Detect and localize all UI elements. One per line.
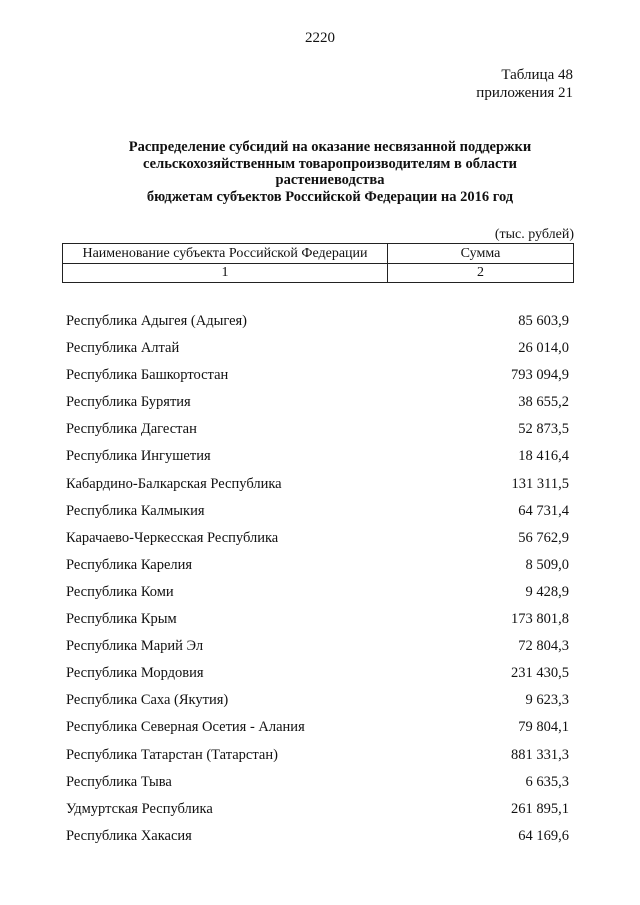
amount-value: 26 014,0 [518,340,569,357]
region-name: Республика Тыва [66,773,172,790]
column-header-sum: Сумма [388,244,574,264]
region-name: Республика Северная Осетия - Алания [66,719,305,736]
column-header-name: Наименование субъекта Российской Федерации [63,244,388,264]
table-row [66,606,569,633]
amount-value: 72 804,3 [518,638,569,655]
amount-value: 18 416,4 [518,448,569,465]
table-row [66,362,569,389]
amount-value: 56 762,9 [518,529,569,546]
table-row [66,714,569,741]
table-row [66,443,569,470]
table-row [66,579,569,606]
amount-value: 79 804,1 [518,719,569,736]
header-row [63,244,574,264]
table-row [66,742,569,769]
region-name: Республика Алтай [66,340,180,357]
region-name: Кабардино-Балкарская Республика [66,475,282,492]
amount-value: 131 311,5 [511,475,569,492]
amount-value: 6 635,3 [525,773,569,790]
region-name: Республика Карелия [66,556,193,573]
table-row [66,687,569,714]
units-label: (тыс. рублей) [494,227,574,242]
document-title [80,139,580,205]
region-name: Республика Бурятия [66,394,191,411]
amount-value: 9 428,9 [525,583,569,600]
amount-value: 173 801,8 [511,611,569,628]
region-name: Республика Крым [66,611,177,628]
region-name: Республика Мордовия [66,665,204,682]
amount-value: 231 430,5 [511,665,569,682]
region-name: Карачаево-Черкесская Республика [66,529,279,546]
table-row [66,498,569,525]
amount-value: 9 623,3 [525,692,569,709]
page-number: 2220 [305,30,335,46]
region-name: Республика Дагестан [66,421,197,438]
table-ref-line: Таблица 48 [501,67,573,83]
region-name: Республика Коми [66,583,174,600]
table-row [66,823,569,850]
region-name: Республика Хакасия [66,827,192,844]
title-line: растениеводства [275,172,385,188]
column-number-2: 2 [388,264,574,283]
table-header [62,243,574,283]
region-name: Республика Саха (Якутия) [66,692,229,709]
title-line: сельскохозяйственным товаропроизводителям в области [143,155,517,172]
table-row [66,335,569,362]
title-line: бюджетам субъектов Российской Федерации на 2016 год [146,188,514,205]
amount-value: 881 331,3 [511,746,569,763]
title-line: Распределение субсидий на оказание несвязанной поддержки [128,139,532,155]
table-row [66,308,569,335]
amount-value: 8 509,0 [525,556,569,573]
table-reference [476,66,573,102]
table-row [66,389,569,416]
amount-value: 52 873,5 [518,421,569,438]
region-name: Республика Марий Эл [66,638,204,655]
region-name: Удмуртская Республика [66,800,213,817]
table-row [66,633,569,660]
table-row [66,471,569,498]
table-row [66,769,569,796]
table-ref-line: приложения 21 [476,85,573,101]
region-name: Республика Ингушетия [66,448,211,465]
amount-value: 85 603,9 [518,313,569,329]
table-body [66,308,569,850]
amount-value: 64 731,4 [518,502,569,519]
amount-value: 793 094,9 [511,367,569,384]
table-row [66,416,569,443]
amount-value: 38 655,2 [518,394,569,411]
region-name: Республика Башкортостан [66,367,229,384]
amount-value: 64 169,6 [518,827,569,844]
table-row [66,552,569,579]
region-name: Республика Адыгея (Адыгея) [66,313,248,329]
table-row [66,525,569,552]
table-row [66,796,569,823]
region-name: Республика Калмыкия [66,502,205,519]
column-number-row [63,264,574,283]
amount-value: 261 895,1 [511,800,569,817]
region-name: Республика Татарстан (Татарстан) [66,746,278,763]
column-number-1: 1 [63,264,388,283]
table-row [66,660,569,687]
